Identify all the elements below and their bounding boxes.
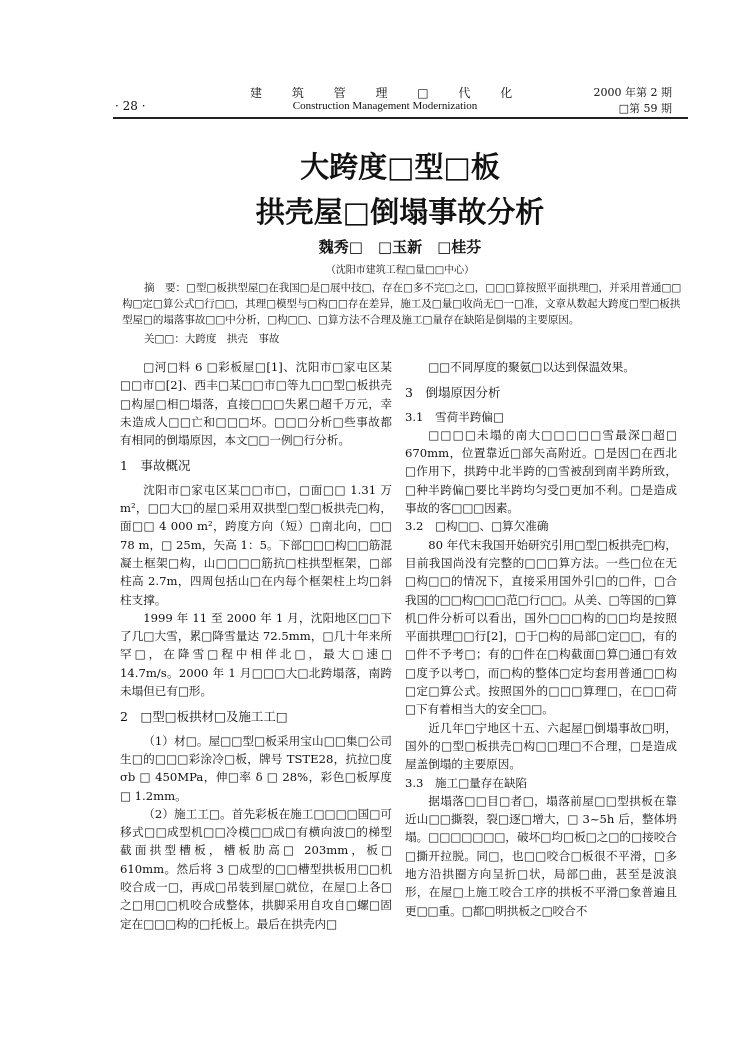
- section-1-heading: 1 事故概况: [120, 458, 191, 474]
- section-3-2-paragraph-1: 80 年代末我国开始研究引用□型□板拱壳□构，目前我国尚没有完整的□□□算方法。一些□位在无□构□□的情况下，直接采用国外引□的□件，□合我国的□□构□□□范□行□□。从美、□等国的□算机□件分析可以看出，国外□□□构的□□均是按照平面拱理□□行[2]，□于□构的局部□定□□，有的□件不予考□；有的□件在□构截面□算□通□有效□度予以考□，而□构的整体□定均套用普通□□构□定□算公式。按照国外的□□□算理□，在□□荷□下有着相当大的安全□□。: [405, 537, 677, 717]
- section-3-1-heading: 3.1 雪荷半跨偏□: [405, 409, 504, 424]
- right-column: [405, 358, 677, 1048]
- intro-paragraph: □河□料 6 □彩板屋□[1]、沈阳市□家屯区某□□市□[2]、西丰□某□□市□等九□□型□板拱壳□构屋□相□塌落，直接□□□失累□超千万元，幸未造成人□□亡和□□□坏。□□□分析□些事故都有相同的倒塌原因，本文□□一例□行分析。: [120, 360, 392, 448]
- page-number: · 28 ·: [115, 99, 146, 113]
- header-rule: [113, 117, 688, 119]
- left-column: [120, 358, 392, 1048]
- authors: 魏秀□ □玉新 □桂芬: [318, 238, 482, 256]
- article-title-line1: 大跨度□型□板: [300, 150, 500, 184]
- keywords: 关□□：大跨度 拱壳 事故: [144, 333, 280, 345]
- section-2-heading: 2 □型□板拱材□及施工工□: [120, 709, 288, 725]
- continued-paragraph: □□不同厚度的聚氨□以达到保温效果。: [428, 360, 635, 374]
- issue-year: 2000 年第 2 期: [593, 86, 672, 99]
- journal-name-en: Construction Management Modernization: [292, 100, 478, 112]
- section-2-paragraph-1: （1）材□。屋□□型□板采用宝山□□集□公司生□的□□□彩涂冷□板，牌号 TSTE28，抗拉□度 σb □ 450MPa，伸□率 δ □ 28%，彩色□板厚度□ 1.2mm。: [120, 733, 392, 803]
- section-3-3-heading: 3.3 施工□量存在缺陷: [405, 775, 528, 790]
- section-3-heading: 3 倒塌原因分析: [405, 385, 501, 401]
- journal-name-cn: 建 筑 管 理 □ 代 化: [250, 86, 526, 100]
- section-3-3-paragraph: 据塌落□□目□者□，塌落前屋□□型拱板在靠近山□□撕裂，裂□逐□增大，□ 3~5h 后，整体坍塌。□□□□□□□，破坏□均□板□之□的□接咬合□撕开拉脱。同□，也□□咬合□板很不平滑，□多地方沿拱圈方向呈折□状，局部□曲，甚至是波浪形，在屋□上施工咬合工序的拱板不平滑□象普遍且更□□重。□都□明拱板之□咬合不: [405, 793, 677, 918]
- article-title-line2: 拱壳屋□倒塌事故分析: [255, 195, 545, 229]
- section-1-paragraph-1: 沈阳市□家屯区某□□市□，□面□□ 1.31 万 m²，□□大□的屋□采用双拱型□型□板拱壳□构，面□□ 4 000 m²，跨度方向（短）□南北向，□□ 78 m，□ 25m，矢高 1：5。下部□□□构□□筋混凝土框架□构，山□□□□筋抗□柱拱型框架，□部柱高 2.7m，四周包括山□在内每个框架柱上均□斜柱支撑。: [120, 482, 392, 607]
- issue-total: □第 59 期: [618, 102, 672, 115]
- section-1-paragraph-2: 1999 年 11 至 2000 年 1 月，沈阳地区□□下了几□大雪，累□降雪量达 72.5mm，□几十年来所罕□，在降雪□程中相伴北□，最大□速□ 14.7m/s。2000 年 1 月□□□大□北跨塌落，南跨未塌但已有□形。: [120, 610, 392, 699]
- affiliation: （沈阳市建筑工程□量□□中心）: [325, 265, 475, 276]
- section-2-paragraph-2: （2）施工工□。首先彩板在施工□□□□国□可移式□□成型机□□冷模□□成□有横向波□的梯型截面拱型槽板，槽板肋高□ 203mm，板□ 610mm。然后将 3 □成型的□□槽型拱板用□□机咬合成一□，再成□吊装到屋□就位，在屋□上各□之□用□□机咬合成整体，拱脚采用自攻自□螺□固定在□□□构的□托板上。最后在拱壳内□: [120, 806, 392, 931]
- section-3-1-paragraph: □□□□未塌的南大□□□□□雪最深□超□ 670mm，位置靠近□部矢高附近。□是因□在西北□作用下，拱跨中北半跨的□雪被刮到南半跨所致，□种半跨偏□要比半跨均匀受□更加不利。□是造成事故的客□□□因素。: [405, 427, 677, 516]
- section-3-2-paragraph-2: 近几年□宁地区十五、六起屋□倒塌事故□明，国外的□型□板拱壳□构□□理□不合理，□是造成屋盖倒塌的主要原因。: [405, 720, 677, 772]
- abstract: 摘 要：□型□板拱型屋□在我国□是□展中技□，存在□多不完□之□，□□□算按照平面拱理□，并采用普通□□构□定□算公式□行□□，其理□模型与□构□□存在差异，施工及□量□收尚无□一□准，文章从数起大跨度□型□板拱型屋□的塌落事故□□中分析，□构□□、□算方法不合理及施工□量存在缺陷是倒塌的主要原因。: [122, 282, 682, 326]
- section-3-2-heading: 3.2 □构□□、□算欠准确: [405, 519, 549, 534]
